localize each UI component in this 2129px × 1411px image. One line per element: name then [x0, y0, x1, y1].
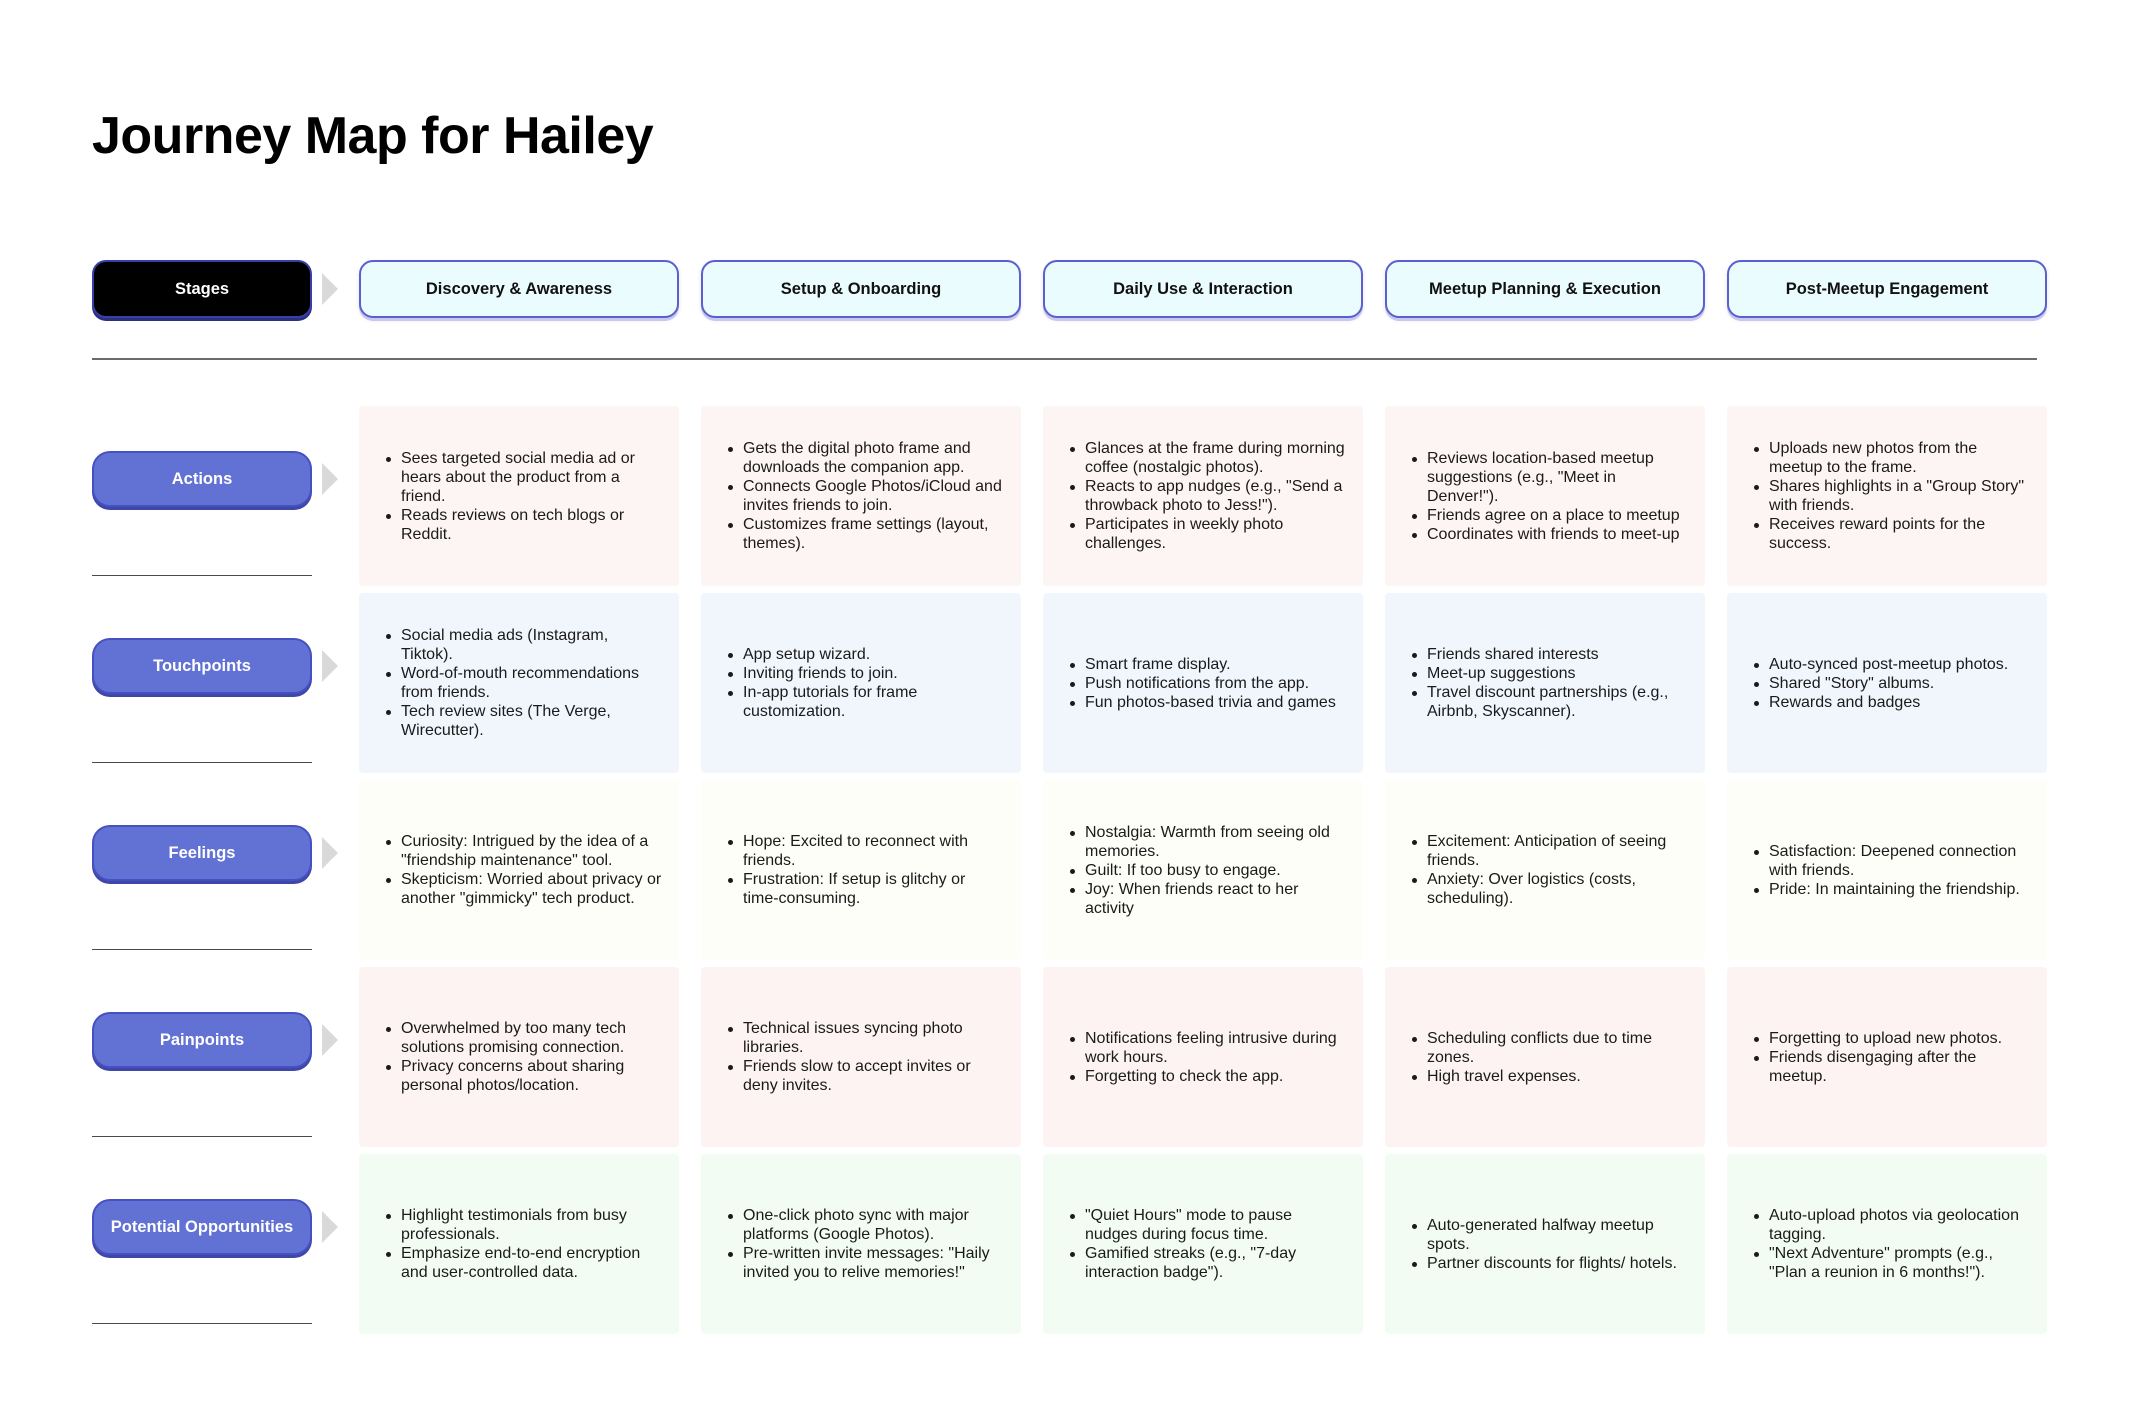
list-item: Word-of-mouth recommendations from friends.: [401, 664, 663, 702]
row-divider: [92, 762, 312, 763]
row-label-actions: Actions: [92, 451, 312, 507]
list-item: Reacts to app nudges (e.g., "Send a throwback photo to Jess!").: [1085, 477, 1347, 515]
bullet-list: [1063, 823, 1347, 918]
bullet-list: [1405, 449, 1689, 544]
row-label-painpoints: Painpoints: [92, 1012, 312, 1068]
list-item: Joy: When friends react to her activity: [1085, 880, 1347, 918]
stages-label-pill: Stages: [92, 260, 312, 318]
bullet-list: [379, 626, 663, 740]
list-item: Frustration: If setup is glitchy or time-consuming.: [743, 870, 1005, 908]
cell-touchpoints-1: [701, 593, 1021, 773]
cell-painpoints-2: [1043, 967, 1363, 1147]
list-item: Friends shared interests: [1427, 645, 1689, 664]
stage-daily-use-interaction: Daily Use & Interaction: [1043, 260, 1363, 318]
list-item: High travel expenses.: [1427, 1067, 1689, 1086]
cell-painpoints-1: [701, 967, 1021, 1147]
bullet-list: [1063, 439, 1347, 553]
bullet-list: [1405, 1029, 1689, 1086]
cell-feelings-2: [1043, 780, 1363, 960]
row-arrow-icon: [322, 1211, 338, 1243]
bullet-list: [379, 449, 663, 544]
cell-feelings-3: [1385, 780, 1705, 960]
cell-potential-opportunities-3: [1385, 1154, 1705, 1334]
list-item: Overwhelmed by too many tech solutions promising connection.: [401, 1019, 663, 1057]
row-arrow-icon: [322, 1024, 338, 1056]
bullet-list: [379, 1019, 663, 1095]
list-item: Sees targeted social media ad or hears about the product from a friend.: [401, 449, 663, 506]
cell-potential-opportunities-1: [701, 1154, 1021, 1334]
list-item: Social media ads (Instagram, Tiktok).: [401, 626, 663, 664]
bullet-list: [379, 1206, 663, 1282]
row-divider: [92, 1323, 312, 1324]
cell-actions-2: [1043, 406, 1363, 586]
bullet-list: [1747, 1029, 2031, 1086]
list-item: Glances at the frame during morning coffee (nostalgic photos).: [1085, 439, 1347, 477]
cell-touchpoints-2: [1043, 593, 1363, 773]
cell-feelings-0: [359, 780, 679, 960]
list-item: Travel discount partnerships (e.g., Airbnb, Skyscanner).: [1427, 683, 1689, 721]
cell-actions-4: [1727, 406, 2047, 586]
bullet-list: [1405, 645, 1689, 721]
list-item: Highlight testimonials from busy professionals.: [401, 1206, 663, 1244]
list-item: One-click photo sync with major platforms (Google Photos).: [743, 1206, 1005, 1244]
cell-painpoints-0: [359, 967, 679, 1147]
cell-actions-0: [359, 406, 679, 586]
list-item: Hope: Excited to reconnect with friends.: [743, 832, 1005, 870]
list-item: Inviting friends to join.: [743, 664, 1005, 683]
list-item: Curiosity: Intrigued by the idea of a "friendship maintenance" tool.: [401, 832, 663, 870]
cell-actions-3: [1385, 406, 1705, 586]
list-item: Anxiety: Over logistics (costs, scheduling).: [1427, 870, 1689, 908]
cell-potential-opportunities-4: [1727, 1154, 2047, 1334]
list-item: Privacy concerns about sharing personal photos/location.: [401, 1057, 663, 1095]
cell-painpoints-3: [1385, 967, 1705, 1147]
list-item: In-app tutorials for frame customization.: [743, 683, 1005, 721]
stages-arrow-icon: [322, 273, 338, 305]
list-item: Friends agree on a place to meetup: [1427, 506, 1689, 525]
list-item: "Next Adventure" prompts (e.g., "Plan a reunion in 6 months!").: [1769, 1244, 2031, 1282]
cell-painpoints-4: [1727, 967, 2047, 1147]
list-item: Guilt: If too busy to engage.: [1085, 861, 1347, 880]
list-item: Friends disengaging after the meetup.: [1769, 1048, 2031, 1086]
list-item: Push notifications from the app.: [1085, 674, 1336, 693]
list-item: Satisfaction: Deepened connection with friends.: [1769, 842, 2031, 880]
list-item: Connects Google Photos/iCloud and invites friends to join.: [743, 477, 1005, 515]
cell-potential-opportunities-2: [1043, 1154, 1363, 1334]
cell-feelings-1: [701, 780, 1021, 960]
page-title: Journey Map for Hailey: [92, 107, 654, 165]
stage-post-meetup-engagement: Post-Meetup Engagement: [1727, 260, 2047, 318]
list-item: Emphasize end-to-end encryption and user-controlled data.: [401, 1244, 663, 1282]
list-item: Uploads new photos from the meetup to the frame.: [1769, 439, 2031, 477]
row-label-potential-opportunities: Potential Opportunities: [92, 1199, 312, 1255]
bullet-list: [721, 1019, 1005, 1095]
cell-touchpoints-3: [1385, 593, 1705, 773]
list-item: Auto-synced post-meetup photos.: [1769, 655, 2009, 673]
list-item: Reads reviews on tech blogs or Reddit.: [401, 506, 663, 544]
stage-setup-onboarding: Setup & Onboarding: [701, 260, 1021, 318]
list-item: Shares highlights in a "Group Story" with friends.: [1769, 477, 2031, 515]
list-item: Auto-generated halfway meetup spots.: [1427, 1216, 1689, 1254]
list-item: Scheduling conflicts due to time zones.: [1427, 1029, 1689, 1067]
list-item: Receives reward points for the success.: [1769, 515, 2031, 553]
row-arrow-icon: [322, 463, 338, 495]
bullet-list: [1747, 439, 2031, 553]
list-item: Shared "Story" albums.: [1769, 674, 2008, 693]
list-item: App setup wizard.: [743, 645, 1005, 664]
header-divider: [92, 358, 2037, 360]
row-arrow-icon: [322, 650, 338, 682]
list-item: Meet-up suggestions: [1427, 664, 1689, 683]
bullet-list: [1747, 1206, 2031, 1282]
list-item: Reviews location-based meetup suggestions (e.g., "Meet in Denver!").: [1427, 449, 1689, 506]
list-item: Skepticism: Worried about privacy or another "gimmicky" tech product.: [401, 871, 662, 907]
list-item: Excitement: Anticipation of seeing friends.: [1427, 832, 1689, 870]
row-label-feelings: Feelings: [92, 825, 312, 881]
bullet-list: [1405, 1216, 1689, 1273]
row-label-touchpoints: Touchpoints: [92, 638, 312, 694]
row-divider: [92, 1136, 312, 1137]
cell-potential-opportunities-0: [359, 1154, 679, 1334]
cell-feelings-4: [1727, 780, 2047, 960]
list-item: Tech review sites (The Verge, Wirecutter).: [401, 702, 663, 740]
list-item: Pre-written invite messages: "Haily invited you to relive memories!": [743, 1244, 1005, 1282]
list-item: Partner discounts for flights/ hotels.: [1427, 1254, 1689, 1273]
list-item: Coordinates with friends to meet-up: [1427, 525, 1689, 544]
list-item: Nostalgia: Warmth from seeing old memories.: [1085, 823, 1347, 861]
bullet-list: [1747, 842, 2031, 899]
bullet-list: [1405, 832, 1689, 908]
bullet-list: [721, 1206, 1005, 1282]
list-item: Notifications feeling intrusive during work hours.: [1085, 1029, 1347, 1067]
bullet-list: [721, 439, 1005, 553]
row-divider: [92, 949, 312, 950]
list-item: Participates in weekly photo challenges.: [1085, 515, 1347, 553]
list-item: Rewards and badges: [1769, 693, 2008, 712]
cell-touchpoints-4: [1727, 593, 2047, 773]
bullet-list: [721, 832, 1005, 908]
bullet-list: [1063, 1029, 1347, 1086]
cell-touchpoints-0: [359, 593, 679, 773]
list-item: Friends slow to accept invites or deny invites.: [743, 1057, 1005, 1095]
list-item: Fun photos-based trivia and games: [1085, 693, 1336, 711]
list-item: Forgetting to upload new photos.: [1769, 1029, 2031, 1048]
cell-actions-1: [701, 406, 1021, 586]
list-item: Auto-upload photos via geolocation tagging.: [1769, 1206, 2031, 1244]
row-divider: [92, 575, 312, 576]
list-item: Smart frame display.: [1085, 655, 1336, 674]
list-item: Technical issues syncing photo libraries.: [743, 1019, 1005, 1057]
list-item: Customizes frame settings (layout, themes).: [743, 515, 1005, 553]
bullet-list: [1063, 655, 1336, 712]
list-item: "Quiet Hours" mode to pause nudges during focus time.: [1085, 1206, 1347, 1244]
row-arrow-icon: [322, 837, 338, 869]
stage-meetup-planning-execution: Meetup Planning & Execution: [1385, 260, 1705, 318]
stage-discovery-awareness: Discovery & Awareness: [359, 260, 679, 318]
bullet-list: [379, 832, 663, 908]
bullet-list: [1747, 655, 2008, 712]
list-item: Gamified streaks (e.g., "7-day interaction badge").: [1085, 1244, 1347, 1282]
list-item: Pride: In maintaining the friendship.: [1769, 880, 2031, 899]
list-item: Gets the digital photo frame and downloads the companion app.: [743, 439, 1005, 477]
bullet-list: [1063, 1206, 1347, 1282]
list-item: Forgetting to check the app.: [1085, 1067, 1347, 1086]
bullet-list: [721, 645, 1005, 721]
